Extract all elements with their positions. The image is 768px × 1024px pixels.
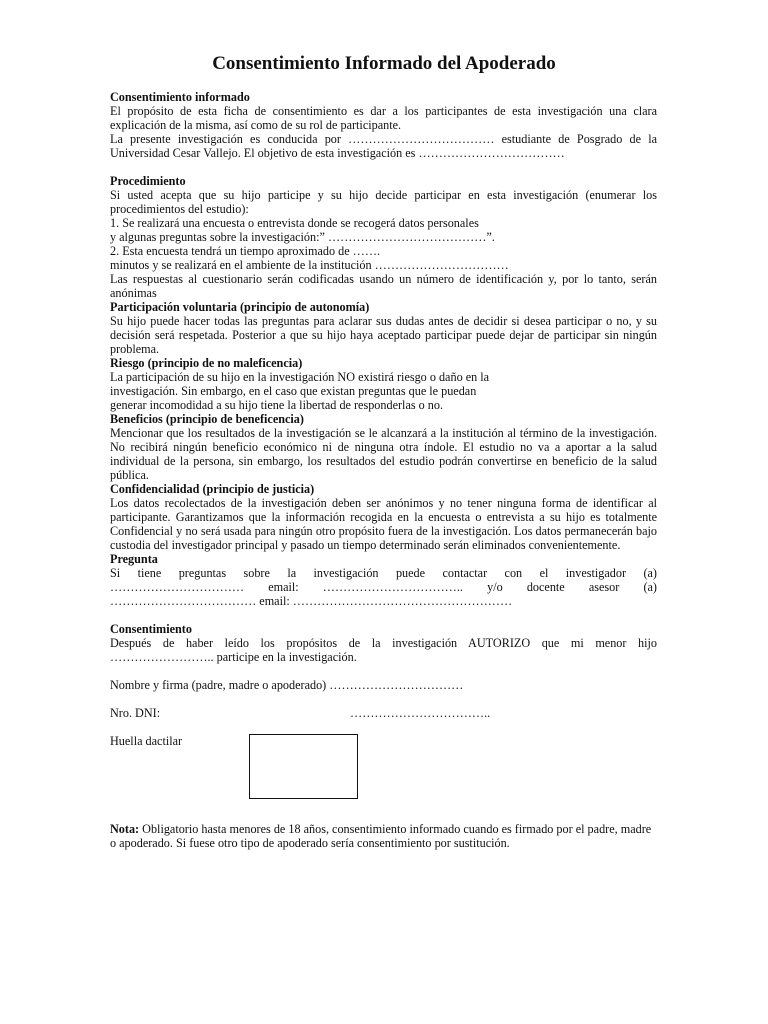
procedure-line-4: minutos y se realizará en el ambiente de la institución …………………………… <box>110 258 509 272</box>
dni-row <box>110 706 657 720</box>
paragraph-anonimas: Las respuestas al cuestionario serán codificadas usando un número de identificación y, por lo tanto, serán anónimas <box>110 272 657 300</box>
section-beneficios <box>110 412 657 482</box>
signature-name-line: Nombre y firma (padre, madre o apoderado) …………………………… <box>110 678 464 692</box>
fingerprint-box <box>249 734 358 799</box>
riesgo-line-2: investigación. Sin embargo, en el caso que existan preguntas que le puedan <box>110 384 477 398</box>
note-label: Nota: <box>110 822 140 836</box>
pregunta-line-3: ……………………………… email: ……………………………………………… <box>110 594 513 608</box>
section-riesgo <box>110 356 657 412</box>
dni-blank: …………………………….. <box>350 706 491 720</box>
heading-consentimiento-informado: Consentimiento informado <box>110 90 250 104</box>
heading-confidencialidad: Confidencialidad (principio de justicia) <box>110 482 315 496</box>
consentimiento-line-2: …………………….. participe en la investigación. <box>110 650 357 664</box>
huella-label: Huella dactilar <box>110 734 183 748</box>
paragraph-conducida-por: La presente investigación es conducida por ……………………………… estudiante de Posgrado de la Universidad Cesar Vallejo. El objetivo de esta investigación es ……………………………… <box>110 132 657 160</box>
document-title: Consentimiento Informado del Apoderado <box>212 53 556 74</box>
section-consentimiento <box>110 622 657 664</box>
paragraph-beneficios: Mencionar que los resultados de la investigación se le alcanzará a la institución al término de la investigación. No recibirá ningún beneficio económico ni de ninguna otra índole. El estudio no va a aportar a la salud individual de la persona, sin embargo, los resultados del estudio podrán convertirse en beneficio de la salud pública. <box>110 426 657 482</box>
paragraph-proposito: El propósito de esta ficha de consentimiento es dar a los participantes de esta investigación una clara explicación de la misma, así como de su rol de participante. <box>110 104 657 132</box>
paragraph-procedimiento: Si usted acepta que su hijo participe y su hijo decide participar en esta investigación (enumerar los procedimientos del estudio): <box>110 188 657 216</box>
note-paragraph <box>110 822 657 850</box>
procedure-line-1: 1. Se realizará una encuesta o entrevista donde se recogerá datos personales <box>110 216 479 230</box>
section-participacion <box>110 300 657 356</box>
section-pregunta <box>110 552 657 608</box>
heading-beneficios: Beneficios (principio de beneficencia) <box>110 412 304 426</box>
heading-procedimiento: Procedimiento <box>110 174 186 188</box>
pregunta-line-1: Si tiene preguntas sobre la investigación puede contactar con el investigador (a) <box>110 566 657 580</box>
paragraph-participacion: Su hijo puede hacer todas las preguntas para aclarar sus dudas antes de decidir si desea participar o no, y su decisión será respetada. Posterior a que su hijo haya aceptado participar puede dejar de participar sin ningún problema. <box>110 314 657 356</box>
heading-riesgo: Riesgo (principio de no maleficencia) <box>110 356 303 370</box>
consentimiento-line-1: Después de haber leído los propósitos de la investigación AUTORIZO que mi menor hijo <box>110 636 657 650</box>
pregunta-line-2: …………………………… email: …………………………….. y/o docente asesor (a) <box>110 580 657 594</box>
paragraph-confidencialidad: Los datos recolectados de la investigación deben ser anónimos y no tener ninguna forma de identificar al participante. Garantizamos que la información recogida en la encuesta o entrevista a su hijo es totalmente Confidencial y no será usada para ningún otro propósito fuera de la investigación. Los datos permanecerán bajo custodia del investigador principal y pasado un tiempo determinado serán eliminados convenientemente. <box>110 496 657 552</box>
section-confidencialidad <box>110 482 657 552</box>
section-consentimiento-informado <box>110 90 657 160</box>
heading-pregunta: Pregunta <box>110 552 158 566</box>
heading-consentimiento: Consentimiento <box>110 622 192 636</box>
section-procedimiento <box>110 174 657 300</box>
riesgo-line-1: La participación de su hijo en la investigación NO existirá riesgo o daño en la <box>110 370 490 384</box>
document-body <box>110 90 657 850</box>
heading-participacion: Participación voluntaria (principio de autonomía) <box>110 300 370 314</box>
note-text: Obligatorio hasta menores de 18 años, consentimiento informado cuando es firmado por el padre, madre o apoderado. Si fuese otro tipo de apoderado sería consentimiento por sustitución. <box>110 822 652 850</box>
procedure-line-3: 2. Esta encuesta tendrá un tiempo aproximado de ……. <box>110 244 381 258</box>
riesgo-line-3: generar incomodidad a su hijo tiene la libertad de responderlas o no. <box>110 398 444 412</box>
procedure-line-2: y algunas preguntas sobre la investigación:” …………………………………”. <box>110 230 495 244</box>
dni-label: Nro. DNI: <box>110 706 161 720</box>
huella-row <box>110 734 657 804</box>
